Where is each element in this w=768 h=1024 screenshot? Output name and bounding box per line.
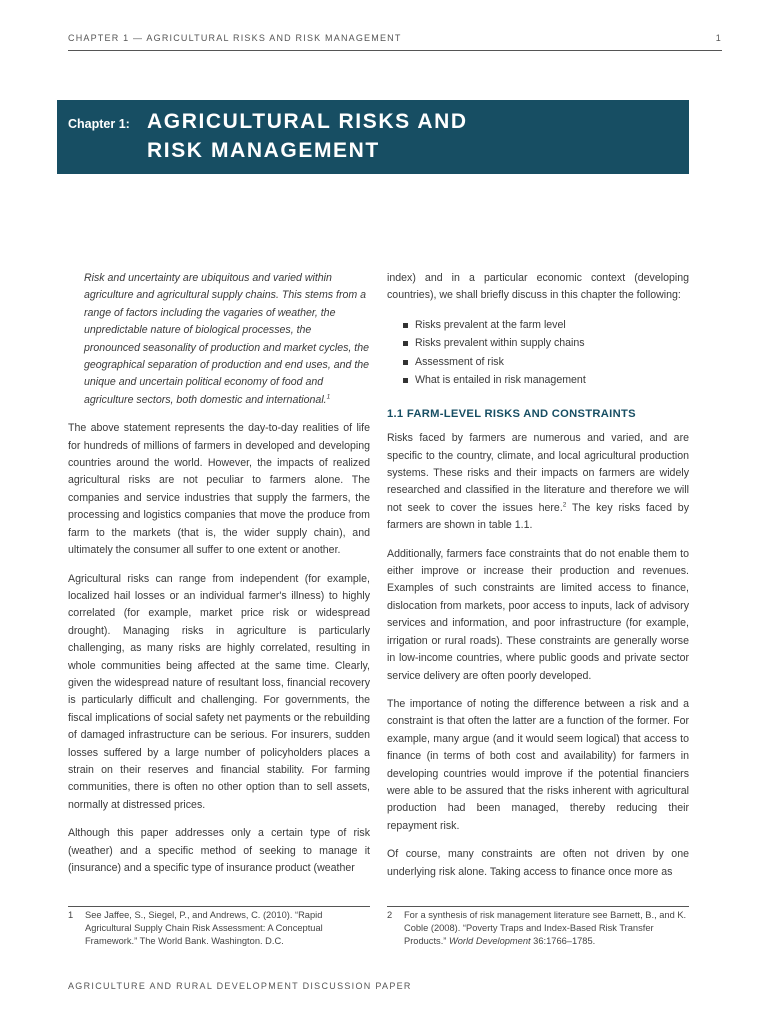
paragraph-text: Risks faced by farmers are numerous and varied, and are specific to the country, climate, and local agricultural production systems. These risks and their impacts on farmers are widely researched and classified in the literature and therefore we will not seek to cover the issues here. <box>387 432 689 514</box>
list-item <box>403 371 689 390</box>
list-item-text: Risks prevalent at the farm level <box>415 318 566 331</box>
paragraph: Of course, many constraints are often not driven by one underlying risk alone. Taking access to finance once more as <box>387 848 689 878</box>
bullet-list <box>387 316 689 390</box>
chapter-title <box>147 107 468 165</box>
footnote-text-part: For a synthesis of risk management literature see Barnett, B., and K. Coble (2008). “Poverty Traps and Index-Based Risk Transfer Products.” <box>404 910 687 946</box>
footnote-text <box>404 909 689 948</box>
chapter-title-line2: RISK MANAGEMENT <box>147 139 380 162</box>
footnote-ref-1: 1 <box>326 393 331 401</box>
left-column <box>68 270 370 888</box>
running-header <box>68 33 722 51</box>
paragraph: Agricultural risks can range from independent (for example, localized hail losses or an individual farmer's illness) to highly correlated (for example, market price risk or widespread drought). Managing risks in agriculture is particularly challenging, as many risks are highly correlated, resulting in whole communities being affected at the same time. Clearly, given the widespread nature of resultant loss, financial recovery is particularly difficult and challenging. For governments, the fiscal implications of social safety net payments or the rebuilding of damaged infrastructure can be serious. For insurers, sudden losses suffered by a large number of policyholders places a strain on their reserves and financial stability. For farming communities, there is often no other option than to sell assets, normally at distressed prices. <box>68 572 370 811</box>
footnote-2 <box>387 906 689 948</box>
footnote-text-part: 36:1766–1785. <box>530 936 596 946</box>
section-heading: 1.1 FARM-LEVEL RISKS AND CONSTRAINTS <box>387 407 636 420</box>
list-item <box>403 316 689 335</box>
right-column <box>387 270 689 892</box>
square-bullet-icon <box>403 341 408 346</box>
chapter-banner <box>57 100 689 174</box>
footnote-ref-2: 2 <box>562 501 567 509</box>
square-bullet-icon <box>403 378 408 383</box>
list-item <box>403 334 689 353</box>
running-title: CHAPTER 1 — AGRICULTURAL RISKS AND RISK MANAGEMENT <box>68 33 402 43</box>
footnote-number: 2 <box>387 910 393 920</box>
list-item-text: Assessment of risk <box>415 355 504 368</box>
paragraph: The above statement represents the day-to-day realities of life for hundreds of millions of farmers in developed and developing countries around the world. However, the impacts of realized agricultural risks are not peculiar to farmers alone. The companies and service industries that supply the farmers, the processing and logistics companies that move the produce from farm to the markets (that is, the wider supply chain), and ultimately the consumer all suffer to one extent or another. <box>68 422 370 557</box>
list-item <box>403 353 689 372</box>
epigraph <box>68 270 370 409</box>
list-item-text: What is entailed in risk management <box>415 374 586 387</box>
page-number: 1 <box>715 33 722 43</box>
square-bullet-icon <box>403 323 408 328</box>
footnote-text: See Jaffee, S., Siegel, P., and Andrews, C. (2010). “Rapid Agricultural Supply Chain Risk Assessment: A Conceptual Framework.” The World Bank. Washington. D.C. <box>85 910 323 946</box>
chapter-title-line1: AGRICULTURAL RISKS AND <box>147 110 468 133</box>
paragraph-text: The key risks faced by farmers are shown in table 1.1. <box>387 501 689 532</box>
journal-title: World Development <box>448 936 531 946</box>
paragraph: Additionally, farmers face constraints that do not enable them to either improve or increase their production and revenues. Examples of such constraints are limited access to finance, dislocation from markets, poor access to inputs, lack of advisory services and information, and poor infrastructure (for example, irrigation or rural roads). These constraints are generally worse in low-income countries, where public goods and private sector service delivery are often poorly developed. <box>387 547 689 682</box>
paragraph: The importance of noting the difference between a risk and a constraint is that often the latter are a function of the former. For example, many argue (and it would seem logical) that access to finance (in terms of both cost and availability) for farmers in developing countries would improve if the potential financiers were able to be assured that the risks inherent with agricultural production had been managed, thereby reducing their repayment risk. <box>387 697 689 832</box>
square-bullet-icon <box>403 360 408 365</box>
running-footer: AGRICULTURE AND RURAL DEVELOPMENT DISCUSSION PAPER <box>68 981 412 991</box>
paragraph: Although this paper addresses only a certain type of risk (weather) and a specific method of seeking to manage it (insurance) and a specific type of insurance product (weather <box>68 827 370 874</box>
epigraph-text: Risk and uncertainty are ubiquitous and varied within agriculture and agricultural supply chains. This stems from a range of factors including the vagaries of weather, the unpredictable nature of biological processes, the pronounced seasonality of production and market cycles, the geographical separation of production and end uses, and the unique and uncertain political economy of food and agriculture sectors, both domestic and international. <box>84 272 370 406</box>
paragraph: index) and in a particular economic context (developing countries), we shall briefly discuss in this chapter the following: <box>387 272 689 302</box>
footnote-1 <box>68 906 370 948</box>
paragraph <box>387 430 689 534</box>
footnote-number: 1 <box>68 910 74 920</box>
chapter-label: Chapter 1: <box>68 117 130 131</box>
list-item-text: Risks prevalent within supply chains <box>415 337 585 350</box>
